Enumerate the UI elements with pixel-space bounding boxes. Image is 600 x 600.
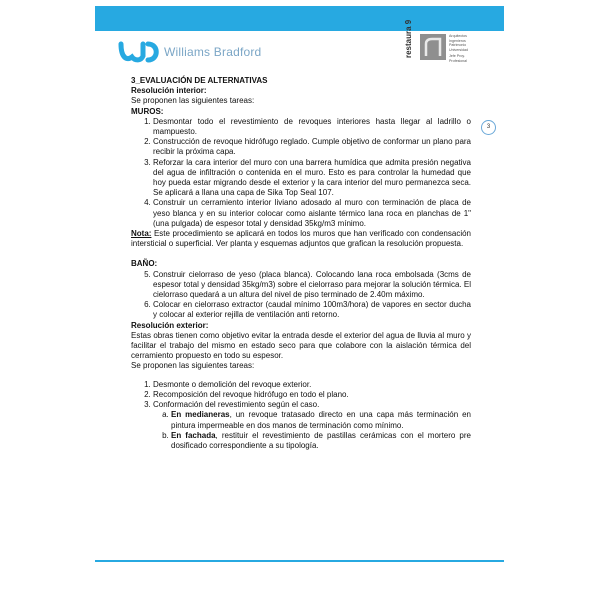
brand-logo	[118, 40, 261, 64]
note-paragraph	[131, 229, 471, 249]
muros-label: MUROS:	[131, 106, 164, 116]
list-item-text: Conformación del revestimiento según el caso.	[153, 400, 320, 410]
list-item: 2. Recomposición del revoque hidrófugo en todo el plano.	[153, 390, 471, 400]
sub-list-item	[171, 410, 471, 430]
wb-logo-icon	[118, 40, 160, 64]
partner-line: Patrimonio	[449, 43, 467, 48]
brand-name: Williams Bradford	[164, 45, 262, 59]
list-item: 1. Desmontar todo el revestimiento de revoques interiores hasta llegar al ladrillo o mampuesto.	[153, 117, 471, 137]
muros-list	[131, 117, 471, 229]
list-item	[153, 400, 471, 451]
bano-list	[131, 270, 471, 321]
document-body	[131, 76, 471, 451]
note-label: Nota:	[131, 229, 152, 239]
list-item: 5. Construir cielorraso de yeso (placa blanca). Colocando lana roca embolsada (3cms de espesor total y densidad 35kg/m3) sobre el cielorraso para mejorar la solución térmica. El cielorraso quedará a un altura del nivel de piso terminado de 2.40m máximo.	[153, 270, 471, 301]
exterior-paragraph: Estas obras tienen como objetivo evitar la entrada desde el exterior del agua de lluvia al muro y facilitar el trabajo del mismo en estado seco para que colabore con la aislación térmica del cerramiento propuesto en todo su espesor.	[131, 330, 471, 361]
partner-line: Profesional	[449, 58, 467, 63]
sub-item-label: En fachada	[171, 430, 216, 440]
partner-text-block	[449, 34, 468, 64]
partner-line: Arquitectos	[449, 34, 467, 38]
header-accent-bar	[95, 6, 504, 31]
sub-item-text: , un revoque tratasado directo en una capa más terminación en pintura impermeable en dos manos de terminación como mínimo.	[171, 410, 471, 430]
section-title: 3_EVALUACIÓN DE ALTERNATIVAS	[131, 76, 268, 85]
partner-emblem-icon	[420, 34, 446, 60]
exterior-list	[131, 380, 471, 451]
exterior-sublist	[153, 410, 471, 451]
sub-item-text: , restituir el revestimiento de pastillas cerámicas con el mortero pre dosificado correspondiente a su tipología.	[171, 430, 471, 450]
exterior-intro: Se proponen las siguientes tareas:	[131, 361, 255, 371]
exterior-heading: Resolución exterior:	[131, 320, 209, 330]
note-text: Este procedimiento se aplicará en todos los muros que han verificado con condensación intersticial o superficial. Ver planta y esquemas adjuntos que grafican la resolución propuesta.	[131, 229, 471, 249]
list-item: 4. Construir un cerramiento interior liviano adosado al muro con terminación de placa de yeso blanca y en su interior colocar como aislante térmico lana roca en planchas de 1" (una pulgada) de espesor total y densidad 35kg/m3 mínimo.	[153, 198, 471, 229]
sub-list-item	[171, 431, 471, 451]
footer-accent-line	[95, 560, 504, 562]
page-number-badge: 3	[481, 120, 496, 135]
partner-line: Jefe Proy.	[449, 54, 465, 59]
list-item: 3. Reforzar la cara interior del muro con una barrera humídica que admita presión negativa del agua de infiltración o contenida en el muro. Esto es para controlar la humedad que hoy pueda estar migrando desde el exterior y la cara interior del muro permanezca seca. Se aplicará a llana una capa de Sika Top Seal 107.	[153, 158, 471, 199]
interior-intro: Se proponen las siguientes tareas:	[131, 96, 255, 106]
partner-line: Ingenieros	[449, 38, 466, 43]
sub-item-label: En medianeras	[171, 410, 230, 420]
list-item: 1. Desmonte o demolición del revoque exterior.	[153, 380, 471, 390]
interior-heading: Resolución interior:	[131, 86, 207, 96]
partner-line: Universidad	[449, 47, 468, 52]
list-item: 6. Colocar en cielorraso extractor (caudal mínimo 100m3/hora) de vapores en sector ducha y colocar al exterior rejilla de ventilación anti retorno.	[153, 300, 471, 320]
list-item: 2. Construcción de revoque hidrófugo reglado. Cumple objetivo de conformar un plano para recibir la próxima capa.	[153, 137, 471, 157]
bano-label: BAÑO:	[131, 259, 158, 269]
rotated-brand-label: restaura 9	[404, 19, 413, 58]
